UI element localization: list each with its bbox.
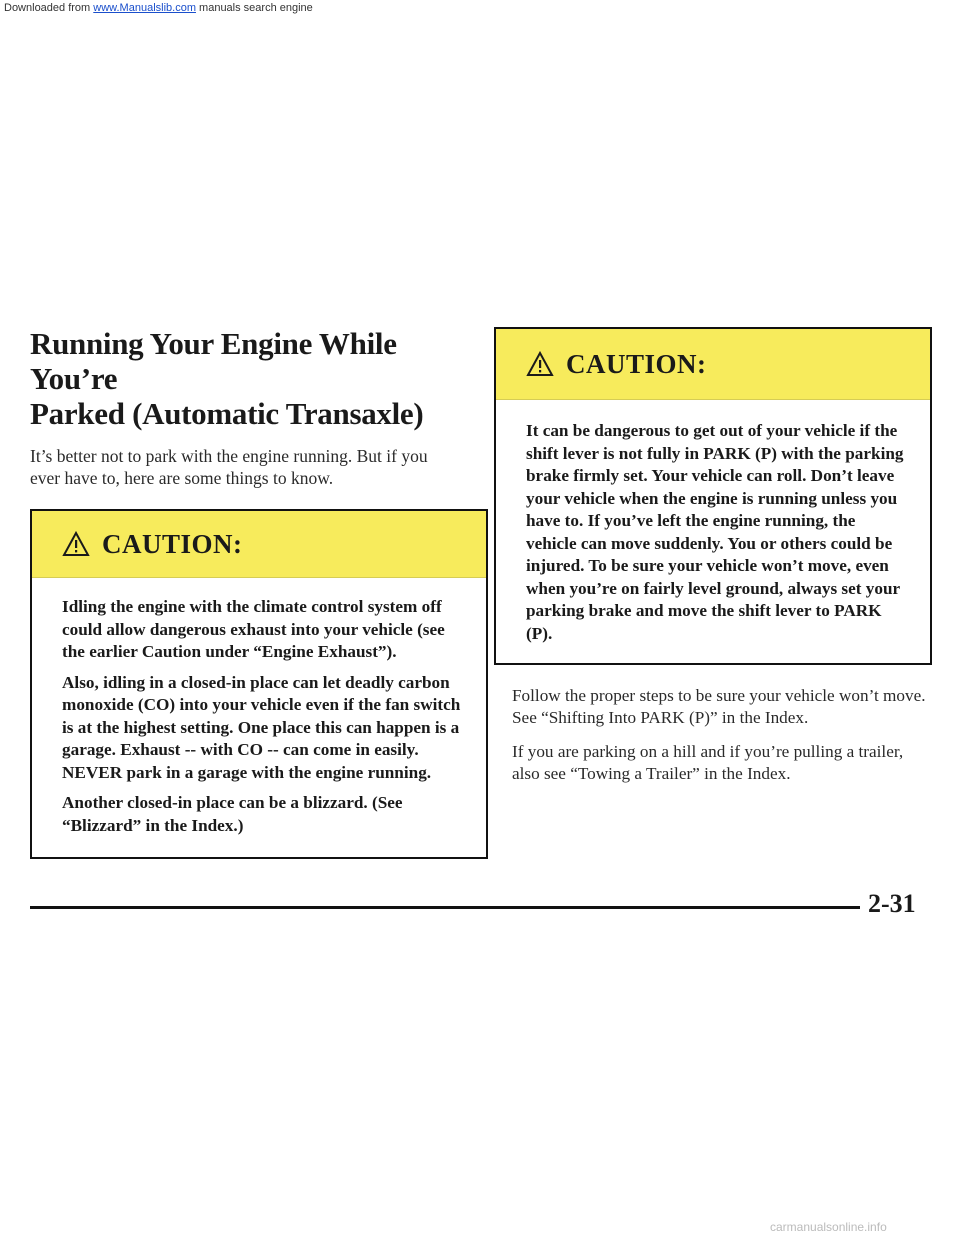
caution-header-right <box>496 329 930 400</box>
section-title <box>30 326 486 431</box>
caution-label-right: CAUTION: <box>566 348 707 379</box>
caution-box-right <box>494 327 932 665</box>
caution-label-left: CAUTION: <box>102 528 243 559</box>
manualslib-link[interactable]: www.Manualslib.com <box>93 2 196 14</box>
right-column <box>494 327 930 797</box>
caution-left-paragraph-1: Idling the engine with the climate control system off could allow dangerous exhaust into your vehicle (see the earlier Caution under “Engine Exhaust”). <box>62 597 445 661</box>
footer-rule <box>30 906 860 909</box>
caution-header-left <box>32 511 486 578</box>
right-paragraph-2: If you are parking on a hill and if you’re pulling a trailer, also see “Towing a Trailer” in the Index. <box>512 742 904 783</box>
left-column <box>30 326 486 859</box>
caution-box-left <box>30 509 488 859</box>
intro-line2: ever have to, here are some things to know. <box>30 468 334 488</box>
right-body-text <box>494 685 930 785</box>
caution-left-paragraph-3: Another closed-in place can be a blizzard. (See “Blizzard” in the Index.) <box>62 793 403 835</box>
caution-right-paragraph-1: It can be dangerous to get out of your vehicle if the shift lever is not fully in PARK (P) with the parking brake firmly set. Your vehicle can roll. Don’t leave your vehicle when the engine is running unless you have to. If you’ve left the engine running, the vehicle can move suddenly. You or others could be injured. To be sure your vehicle won’t move, even when you’re on fairly level ground, always set your parking brake and move the shift lever to PARK (P). <box>526 421 904 643</box>
warning-triangle-icon <box>526 351 554 377</box>
watermark: carmanualsonline.info <box>770 1220 887 1234</box>
right-paragraph-1: Follow the proper steps to be sure your vehicle won’t move. See “Shifting Into PARK (P)” in the Index. <box>512 686 926 727</box>
intro-paragraph <box>30 445 486 489</box>
section-title-line1: Running Your Engine While You’re <box>30 326 397 396</box>
page-number: 2-31 <box>868 889 916 918</box>
warning-triangle-icon <box>62 531 90 557</box>
banner-prefix: Downloaded from <box>4 2 94 14</box>
caution-body-left <box>32 578 486 857</box>
section-title-line2: Parked (Automatic Transaxle) <box>30 396 424 431</box>
caution-body-right <box>496 400 930 663</box>
intro-line1: It’s better not to park with the engine running. But if you <box>30 446 428 466</box>
caution-left-paragraph-2: Also, idling in a closed-in place can let deadly carbon monoxide (CO) into your vehicle even if the fan switch is at the highest setting. One place this can happen is a garage. Exhaust -- with CO -- can come in easily. NEVER park in a garage with the engine running. <box>62 672 461 782</box>
banner-suffix: manuals search engine <box>195 2 313 14</box>
download-banner <box>4 2 313 14</box>
